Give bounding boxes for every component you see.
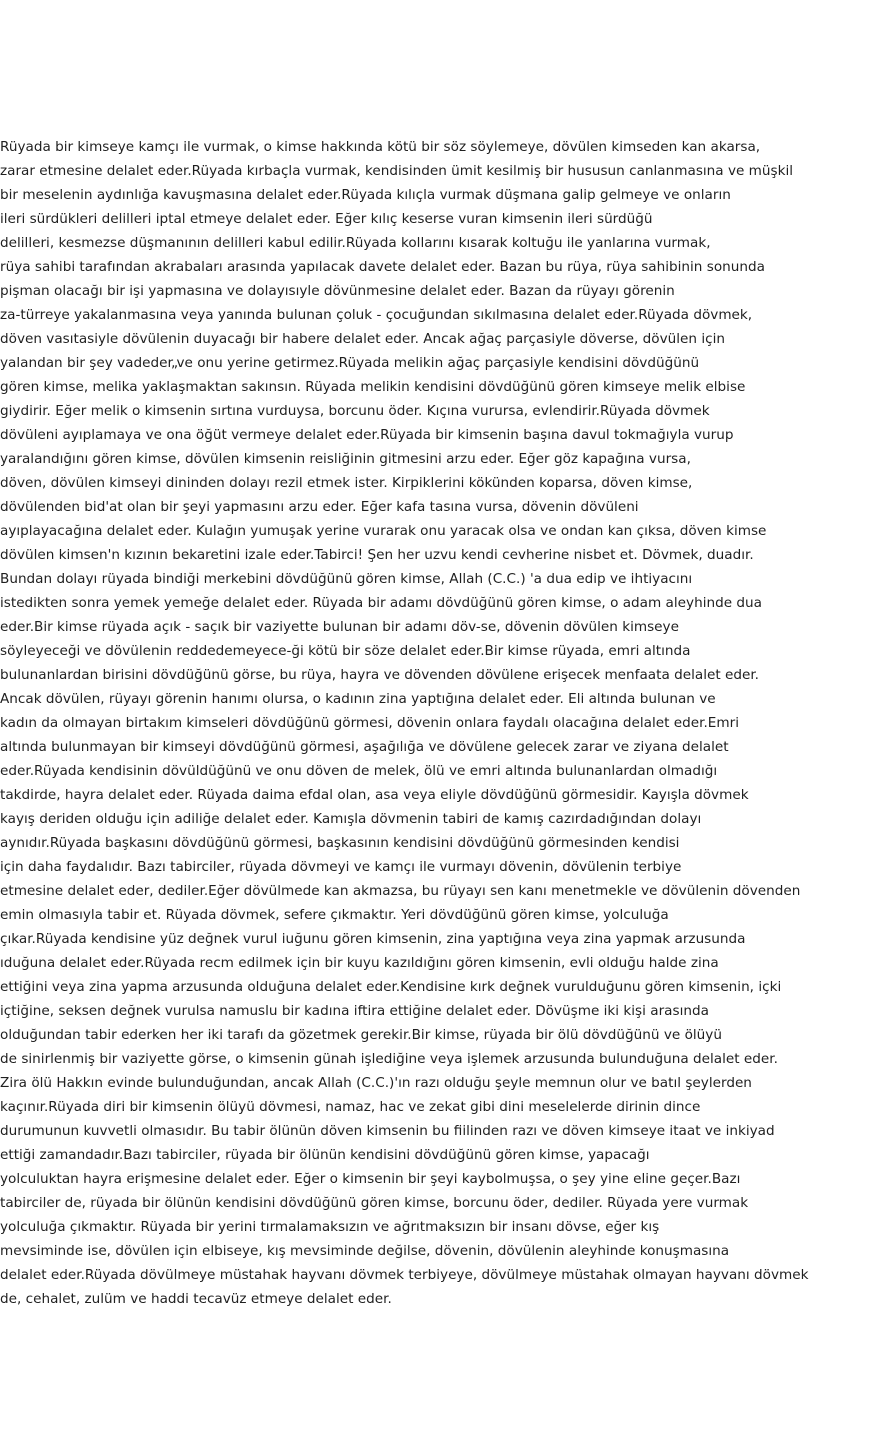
- text-line: söyleyeceği ve dövülenin reddedemeyece-ği kötü bir söze delalet eder.Bir kimse rüyada, emri altında: [0, 643, 691, 659]
- text-line: delalet eder.Rüyada dövülmeye müstahak hayvanı dövmek terbiyeye, dövülmeye müstahak olmayan hayvanı dövmek: [0, 1267, 809, 1283]
- text-line: ettiği zamandadır.Bazı tabirciler, rüyada bir ölünün kendisini dövdüğünü gören kimse, yapacağı: [0, 1147, 650, 1163]
- text-line: tabirciler de, rüyada bir ölünün kendisini dövdüğünü gören kimse, borcunu öder, dediler. Rüyada yere vurmak: [0, 1195, 749, 1211]
- text-line: dövülen kimsen'n kızının bekaretini izale eder.Tabirci! Şen her uzvu kendi cevherine nisbet et. Dövmek, duadır.: [0, 547, 754, 563]
- text-line: döven vasıtasiyle dövülenin duyacağı bir habere delalet eder. Ancak ağaç parçasiyle döverse, dövülen için: [0, 331, 726, 347]
- text-line: de, cehalet, zulüm ve haddi tecavüz etmeye delalet eder.: [0, 1291, 392, 1307]
- text-line: çıkar.Rüyada kendisine yüz değnek vurul iuğunu gören kimsenin, zina yaptığına veya zina yapmak arzusunda: [0, 931, 746, 947]
- text-line: etmesine delalet eder, dediler.Eğer dövülmede kan akmazsa, bu rüyayı sen kanı menetmekle ve dövülenin dövenden: [0, 883, 801, 899]
- text-line: dövüleni ayıplamaya ve ona öğüt vermeye delalet eder.Rüyada bir kimsenin başına davul tokmağıyla vurup: [0, 427, 734, 443]
- text-line: rüya sahibi tarafından akrabaları arasında yapılacak davete delalet eder. Bazan bu rüya, rüya sahibinin sonunda: [0, 259, 765, 275]
- text-line: zarar etmesine delalet eder.Rüyada kırbaçla vurmak, kendisinden ümit kesilmiş bir hususun canlanmasına ve müşkil: [0, 163, 794, 179]
- text-line: için daha faydalıdır. Bazı tabirciler, rüyada dövmeyi ve kamçı ile vurmayı dövenin, dövülenin terbiye: [0, 859, 682, 875]
- text-line: de sinirlenmiş bir vaziyette görse, o kimsenin günah işlediğine veya işlemek arzusunda bulunduğuna delalet eder.: [0, 1051, 778, 1067]
- text-line: istedikten sonra yemek yemeğe delalet eder. Rüyada bir adamı dövdüğünü gören kimse, o adam aleyhinde dua: [0, 595, 762, 611]
- text-line: eder.Rüyada kendisinin dövüldüğünü ve onu döven de melek, ölü ve emri altında bulunanlardan olmadığı: [0, 763, 718, 779]
- text-line: yalandan bir şey vadeder„ve onu yerine getirmez.Rüyada melikin ağaç parçasiyle kendisini dövdüğünü: [0, 355, 700, 371]
- text-line: pişman olacağı bir işi yapmasına ve dolayısıyle dövünmesine delalet eder. Bazan da rüyayı görenin: [0, 283, 675, 299]
- text-line: yolculuğa çıkmaktır. Rüyada bir yerini tırmalamaksızın ve ağrıtmaksızın bir insanı dövse, eğer kış: [0, 1219, 660, 1235]
- text-line: delilleri, kesmezse düşmanının delilleri kabul edilir.Rüyada kollarını kısarak koltuğu ile yanlarına vurmak,: [0, 235, 711, 251]
- text-line: emin olmasıyla tabir et. Rüyada dövmek, sefere çıkmaktır. Yeri dövdüğünü gören kimse, yolculuğa: [0, 907, 669, 923]
- text-line: gören kimse, melika yaklaşmaktan sakınsın. Rüyada melikin kendisini dövdüğünü gören kimseye melik elbise: [0, 379, 746, 395]
- text-line: kayış deriden olduğu için adiliğe delalet eder. Kamışla dövmenin tabiri de kamış cazırdadığından dolayı: [0, 811, 702, 827]
- article-text: [0, 135, 880, 1311]
- text-line: ayıplayacağına delalet eder. Kulağın yumuşak yerine vurarak onu yaracak olsa ve ondan kan çıksa, döven kimse: [0, 523, 767, 539]
- text-line: Rüyada bir kimseye kamçı ile vurmak, o kimse hakkında kötü bir söz söylemeye, dövülen kimseden kan akarsa,: [0, 139, 761, 155]
- text-line: aynıdır.Rüyada başkasını dövdüğünü görmesi, başkasının kendisini dövdüğünü görmesinden kendisi: [0, 835, 680, 851]
- text-line: ettiğini veya zina yapma arzusunda olduğuna delalet eder.Kendisine kırk değnek vurulduğunu gören kimsenin, içki: [0, 979, 782, 995]
- text-line: bulunanlardan birisini dövdüğünü görse, bu rüya, hayra ve dövenden dövülene erişecek menfaata delalet eder.: [0, 667, 759, 683]
- text-line: za-türreye yakalanmasına veya yanında bulunan çoluk - çocuğundan sıkılmasına delalet eder.Rüyada dövmek,: [0, 307, 753, 323]
- text-line: yolculuktan hayra erişmesine delalet eder. Eğer o kimsenin bir şeyi kaybolmuşsa, o şey yine eline geçer.Bazı: [0, 1171, 741, 1187]
- text-line: takdirde, hayra delalet eder. Rüyada daima efdal olan, asa veya eliyle dövdüğünü görmesidir. Kayışla dövmek: [0, 787, 749, 803]
- text-line: Zira ölü Hakkın evinde bulunduğundan, ancak Allah (C.C.)'ın razı olduğu şeyle memnun olur ve batıl şeylerden: [0, 1075, 752, 1091]
- text-line: içtiğine, seksen değnek vurulsa namuslu bir kadına iftira ettiğine delalet eder. Dövüşme iki kişi arasında: [0, 1003, 709, 1019]
- text-line: kaçınır.Rüyada diri bir kimsenin ölüyü dövmesi, namaz, hac ve zekat gibi dini meselelerde dirinin dince: [0, 1099, 701, 1115]
- text-line: Bundan dolayı rüyada bindiği merkebini dövdüğünü gören kimse, Allah (C.C.) 'a dua edip ve ihtiyacını: [0, 571, 693, 587]
- text-line: döven, dövülen kimseyi dininden dolayı rezil etmek ister. Kirpiklerini kökünden koparsa, döven kimse,: [0, 475, 693, 491]
- text-line: Ancak dövülen, rüyayı görenin hanımı olursa, o kadının zina yaptığına delalet eder. Eli altında bulunan ve: [0, 691, 716, 707]
- text-line: bir meselenin aydınlığa kavuşmasına delalet eder.Rüyada kılıçla vurmak düşmana galip gelmeye ve onların: [0, 187, 731, 203]
- text-line: olduğundan tabir ederken her iki tarafı da gözetmek gerekir.Bir kimse, rüyada bir ölü dövdüğünü ve ölüyü: [0, 1027, 722, 1043]
- text-line: eder.Bir kimse rüyada açık - saçık bir vaziyette bulunan bir adamı döv-se, dövenin dövülen kimseye: [0, 619, 679, 635]
- text-line: dövülenden bid'at olan bir şeyi yapmasını arzu eder. Eğer kafa tasına vursa, dövenin dövüleni: [0, 499, 639, 515]
- text-line: giydirir. Eğer melik o kimsenin sırtına vurduysa, borcunu öder. Kıçına vurursa, evlendirir.Rüyada dövmek: [0, 403, 710, 419]
- text-line: durumunun kuvvetli olmasıdır. Bu tabir ölünün döven kimsenin bu fiilinden razı ve döven kimseye itaat ve inkiyad: [0, 1123, 775, 1139]
- text-line: mevsiminde ise, dövülen için elbiseye, kış mevsiminde değilse, dövenin, dövülenin aleyhinde konuşmasına: [0, 1243, 730, 1259]
- text-line: ileri sürdükleri delilleri iptal etmeye delalet eder. Eğer kılıç keserse vuran kimsenin ileri sürdüğü: [0, 211, 653, 227]
- text-line: kadın da olmayan birtakım kimseleri dövdüğünü görmesi, dövenin onlara faydalı olacağına delalet eder.Emri: [0, 715, 739, 731]
- text-line: yaralandığını gören kimse, dövülen kimsenin reisliğinin gitmesini arzu eder. Eğer göz kapağına vursa,: [0, 451, 691, 467]
- text-line: ıduğuna delalet eder.Rüyada recm edilmek için bir kuyu kazıldığını gören kimsenin, evli olduğu halde zina: [0, 955, 719, 971]
- text-line: altında bulunmayan bir kimseyi dövdüğünü görmesi, aşağılığa ve dövülene gelecek zarar ve ziyana delalet: [0, 739, 729, 755]
